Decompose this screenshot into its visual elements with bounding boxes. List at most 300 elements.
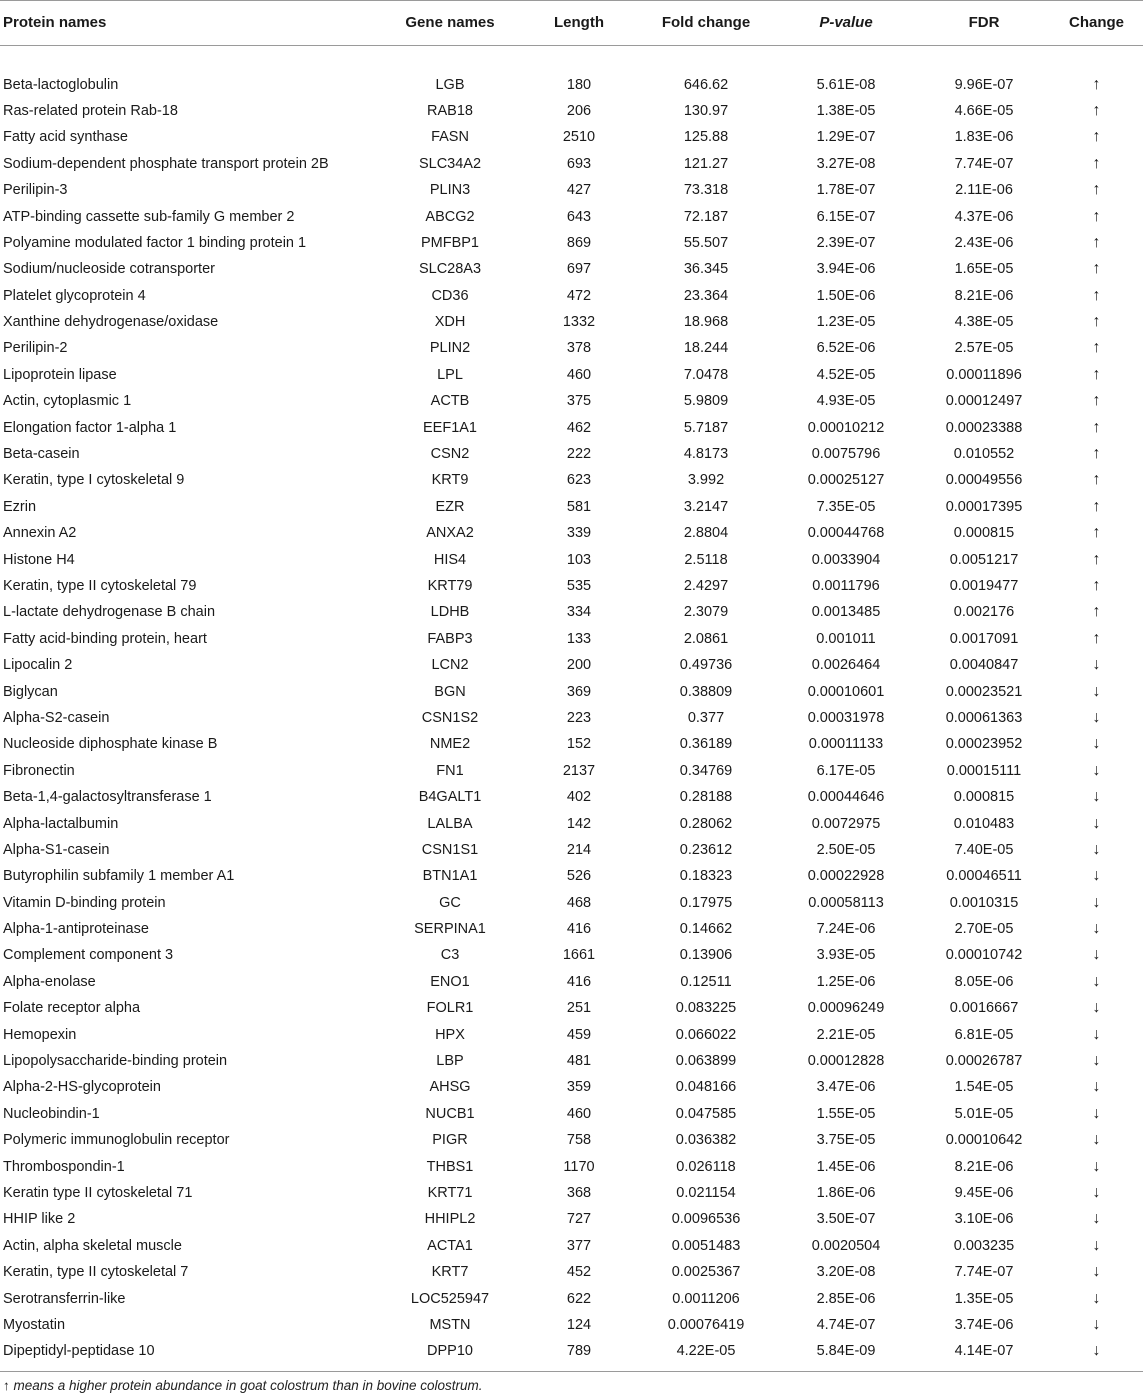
table-row (0, 890, 1143, 916)
cell-p-value: 0.00031978 (807, 709, 885, 726)
cell-protein-name: Lipocalin 2 (3, 657, 73, 674)
table-row (0, 414, 1143, 440)
cell-protein-name: L-lactate dehydrogenase B chain (3, 604, 216, 621)
table-bottom-rule (0, 1371, 1143, 1372)
cell-change-arrow: ↓ (1092, 999, 1101, 1017)
table-row (0, 1259, 1143, 1285)
cell-length: 460 (566, 366, 592, 383)
cell-protein-name: Keratin, type I cytoskeletal 9 (3, 472, 185, 489)
cell-gene-name: B4GALT1 (418, 789, 482, 806)
table-row (0, 71, 1143, 97)
cell-length: 2137 (562, 762, 596, 779)
cell-change-arrow: ↑ (1092, 260, 1101, 278)
cell-protein-name: ATP-binding cassette sub-family G member 2 (3, 208, 295, 225)
cell-protein-name: Beta-lactoglobulin (3, 76, 119, 93)
cell-protein-name: Fatty acid synthase (3, 129, 128, 146)
cell-gene-name: AHSG (429, 1079, 471, 1096)
cell-p-value: 0.00012828 (807, 1053, 885, 1070)
cell-protein-name: Elongation factor 1-alpha 1 (3, 419, 177, 436)
cell-gene-name: PMFBP1 (420, 234, 479, 251)
table-row (0, 1233, 1143, 1259)
cell-p-value: 1.25E-06 (816, 973, 876, 990)
table-row (0, 784, 1143, 810)
cell-protein-name: Lipopolysaccharide-binding protein (3, 1053, 228, 1070)
cell-protein-name: Histone H4 (3, 551, 75, 568)
cell-change-arrow: ↓ (1092, 946, 1101, 964)
cell-change-arrow: ↑ (1092, 233, 1101, 251)
cell-fold-change: 73.318 (683, 182, 729, 199)
cell-length: 378 (566, 340, 592, 357)
cell-change-arrow: ↓ (1092, 867, 1101, 885)
cell-gene-name: RAB18 (427, 102, 473, 119)
cell-fold-change: 0.026118 (676, 1158, 736, 1175)
cell-change-arrow: ↓ (1092, 1104, 1101, 1122)
cell-gene-name: C3 (440, 947, 460, 964)
cell-protein-name: Polymeric immunoglobulin receptor (3, 1132, 230, 1149)
cell-fdr: 0.00061363 (945, 709, 1023, 726)
cell-gene-name: ANXA2 (426, 525, 474, 542)
cell-p-value: 0.00058113 (808, 894, 884, 911)
cell-length: 103 (566, 551, 592, 568)
cell-length: 368 (566, 1184, 592, 1201)
cell-length: 375 (566, 393, 592, 410)
cell-fdr: 0.002176 (953, 604, 1015, 621)
cell-protein-name: Platelet glycoprotein 4 (3, 287, 146, 304)
cell-fold-change: 0.00076419 (667, 1316, 745, 1333)
cell-p-value: 3.47E-06 (816, 1079, 876, 1096)
table-spacer-row (0, 45, 1143, 71)
cell-fdr: 0.00046511 (946, 868, 1022, 885)
cell-fdr: 6.81E-05 (954, 1026, 1014, 1043)
cell-fold-change: 0.49736 (679, 657, 733, 674)
cell-fold-change: 2.8804 (683, 525, 729, 542)
cell-p-value: 1.29E-07 (816, 129, 876, 146)
cell-length: 758 (566, 1132, 592, 1149)
cell-length: 2510 (562, 129, 596, 146)
cell-p-value: 0.001011 (816, 630, 876, 647)
cell-fdr: 0.00010742 (945, 947, 1023, 964)
cell-change-arrow: ↑ (1092, 603, 1101, 621)
cell-p-value: 1.50E-06 (816, 287, 876, 304)
cell-fdr: 0.010483 (953, 815, 1015, 832)
cell-p-value: 0.0072975 (811, 815, 881, 832)
cell-fdr: 8.21E-06 (954, 287, 1014, 304)
cell-protein-name: Actin, cytoplasmic 1 (3, 393, 132, 410)
header-p-value (774, 1, 918, 45)
cell-fold-change: 0.28188 (679, 789, 733, 806)
cell-change-arrow: ↑ (1092, 286, 1101, 304)
cell-fdr: 1.54E-05 (954, 1079, 1014, 1096)
table-row (0, 1048, 1143, 1074)
table-row (0, 1021, 1143, 1047)
cell-fdr: 2.57E-05 (954, 340, 1014, 357)
cell-length: 402 (566, 789, 592, 806)
cell-fold-change: 2.5118 (684, 551, 728, 568)
cell-length: 133 (566, 630, 592, 647)
cell-fold-change: 0.066022 (675, 1026, 737, 1043)
cell-gene-name: SLC34A2 (418, 155, 482, 172)
cell-length: 869 (566, 234, 592, 251)
cell-fdr: 5.01E-05 (954, 1105, 1014, 1122)
cell-gene-name: LPL (437, 366, 463, 383)
cell-protein-name: Folate receptor alpha (3, 1000, 141, 1017)
cell-p-value: 2.50E-05 (816, 841, 876, 858)
cell-protein-name: Beta-casein (3, 446, 80, 463)
cell-change-arrow: ↑ (1092, 365, 1101, 383)
table-body (0, 45, 1143, 1365)
cell-p-value: 0.00010601 (807, 683, 885, 700)
cell-change-arrow: ↑ (1092, 577, 1101, 594)
cell-gene-name: BGN (434, 683, 466, 700)
table-row (0, 1127, 1143, 1153)
cell-gene-name: EEF1A1 (423, 419, 477, 436)
cell-change-arrow: ↓ (1092, 1157, 1101, 1175)
cell-gene-name: CD36 (431, 287, 469, 304)
cell-p-value: 3.94E-06 (816, 261, 876, 278)
cell-p-value: 2.21E-05 (816, 1026, 876, 1043)
cell-protein-name: Alpha-enolase (3, 973, 96, 990)
cell-protein-name: Perilipin-2 (3, 340, 68, 357)
cell-p-value: 0.00010212 (807, 419, 885, 436)
cell-fold-change: 130.97 (683, 102, 729, 119)
cell-protein-name: Thrombospondin-1 (3, 1158, 125, 1175)
table-row (0, 1180, 1143, 1206)
table-row (0, 494, 1143, 520)
header-length: Length (520, 1, 638, 45)
cell-fold-change: 36.345 (683, 261, 729, 278)
table-row (0, 1338, 1143, 1364)
cell-protein-name: Actin, alpha skeletal muscle (3, 1237, 182, 1254)
cell-fdr: 7.74E-07 (954, 155, 1014, 172)
cell-fdr: 0.0040847 (949, 657, 1019, 674)
cell-protein-name: Complement component 3 (3, 947, 174, 964)
cell-fdr: 0.010552 (953, 446, 1015, 463)
cell-length: 462 (566, 419, 592, 436)
table-row (0, 98, 1143, 124)
cell-gene-name: DPP10 (427, 1343, 473, 1360)
cell-change-arrow: ↓ (1092, 1131, 1101, 1149)
table-row (0, 705, 1143, 731)
cell-length: 727 (566, 1211, 592, 1228)
cell-p-value: 4.93E-05 (816, 393, 876, 410)
cell-length: 251 (566, 1000, 592, 1017)
cell-length: 200 (566, 657, 592, 674)
cell-protein-name: Nucleobindin-1 (3, 1105, 100, 1122)
cell-p-value: 0.0011796 (812, 578, 880, 594)
cell-gene-name: CSN2 (430, 446, 470, 463)
cell-p-value: 1.55E-05 (816, 1105, 876, 1122)
cell-p-value: 6.15E-07 (816, 208, 876, 225)
table-header-row (0, 1, 1143, 45)
cell-gene-name: ENO1 (430, 973, 470, 990)
cell-fold-change: 0.063899 (675, 1053, 737, 1070)
cell-gene-name: THBS1 (426, 1158, 474, 1175)
table-row (0, 916, 1143, 942)
cell-change-arrow: ↓ (1092, 1289, 1101, 1307)
cell-fold-change: 0.036382 (675, 1132, 737, 1149)
cell-change-arrow: ↓ (1092, 1078, 1101, 1096)
cell-p-value: 0.00044768 (807, 525, 885, 542)
header-change: Change (1050, 1, 1143, 45)
cell-fold-change: 4.22E-05 (676, 1343, 736, 1360)
cell-gene-name: CSN1S1 (421, 841, 479, 858)
table-row (0, 837, 1143, 863)
cell-length: 339 (566, 525, 592, 542)
cell-gene-name: SERPINA1 (414, 921, 486, 938)
cell-change-arrow: ↓ (1092, 1210, 1101, 1228)
cell-p-value: 1.23E-05 (816, 314, 876, 331)
table-row (0, 309, 1143, 335)
cell-change-arrow: ↓ (1092, 840, 1101, 858)
cell-length: 697 (566, 261, 592, 278)
cell-length: 481 (566, 1053, 592, 1070)
table-row (0, 177, 1143, 203)
cell-change-arrow: ↓ (1092, 656, 1101, 674)
protein-table (0, 1, 1143, 1365)
table-row (0, 467, 1143, 493)
cell-fdr: 0.00010642 (945, 1132, 1023, 1149)
cell-p-value: 2.39E-07 (816, 234, 876, 251)
cell-protein-name: Beta-1,4-galactosyltransferase 1 (3, 789, 212, 806)
cell-gene-name: ACTB (430, 393, 470, 410)
cell-change-arrow: ↓ (1092, 788, 1101, 806)
cell-p-value: 3.20E-08 (816, 1264, 876, 1281)
cell-fdr: 2.70E-05 (954, 921, 1014, 938)
cell-fold-change: 23.364 (683, 287, 729, 304)
cell-p-value: 0.0020504 (811, 1237, 881, 1254)
cell-gene-name: LCN2 (431, 657, 469, 674)
cell-p-value: 4.74E-07 (816, 1316, 876, 1333)
cell-fold-change: 0.23612 (679, 841, 733, 858)
cell-fold-change: 0.377 (687, 709, 725, 726)
cell-gene-name: NUCB1 (425, 1105, 475, 1122)
cell-length: 214 (566, 841, 592, 858)
cell-change-arrow: ↓ (1092, 682, 1101, 700)
cell-fold-change: 55.507 (683, 234, 729, 251)
cell-fold-change: 2.0861 (683, 630, 729, 647)
cell-p-value: 3.50E-07 (816, 1211, 876, 1228)
cell-fold-change: 5.7187 (683, 419, 729, 436)
cell-protein-name: HHIP like 2 (3, 1211, 76, 1228)
cell-length: 334 (566, 604, 592, 621)
cell-gene-name: NME2 (429, 736, 471, 753)
cell-fdr: 8.05E-06 (954, 973, 1014, 990)
cell-fdr: 0.000815 (953, 525, 1015, 542)
cell-fdr: 0.0051217 (949, 551, 1019, 568)
cell-change-arrow: ↑ (1092, 550, 1101, 568)
cell-p-value: 7.24E-06 (816, 921, 876, 938)
cell-fold-change: 0.0011206 (672, 1290, 740, 1307)
cell-length: 459 (566, 1026, 592, 1043)
cell-p-value: 0.00011133 (808, 736, 884, 753)
header-fdr: FDR (918, 1, 1050, 45)
cell-p-value: 1.45E-06 (816, 1158, 876, 1175)
cell-change-arrow: ↓ (1092, 735, 1101, 753)
cell-protein-name: Dipeptidyl-peptidase 10 (3, 1343, 155, 1360)
table-row (0, 1285, 1143, 1311)
cell-fold-change: 0.34769 (679, 762, 733, 779)
cell-length: 206 (566, 102, 592, 119)
cell-fold-change: 0.0051483 (671, 1237, 741, 1254)
cell-length: 472 (566, 287, 592, 304)
cell-length: 359 (566, 1079, 592, 1096)
cell-fold-change: 0.083225 (675, 1000, 737, 1017)
cell-length: 416 (566, 973, 592, 990)
cell-fdr: 3.74E-06 (954, 1316, 1014, 1333)
cell-p-value: 0.0033904 (811, 551, 881, 568)
cell-change-arrow: ↑ (1092, 524, 1101, 542)
cell-p-value: 0.00044646 (807, 789, 885, 806)
cell-fdr: 7.40E-05 (954, 841, 1014, 858)
cell-change-arrow: ↓ (1092, 1263, 1101, 1281)
cell-protein-name: Serotransferrin-like (3, 1290, 126, 1307)
cell-length: 452 (566, 1264, 592, 1281)
cell-gene-name: KRT7 (431, 1264, 469, 1281)
cell-fdr: 0.00012497 (945, 393, 1023, 410)
table-row (0, 441, 1143, 467)
cell-change-arrow: ↓ (1092, 1025, 1101, 1043)
cell-fdr: 9.45E-06 (954, 1184, 1014, 1201)
cell-p-value: 3.93E-05 (816, 947, 876, 964)
cell-length: 1661 (562, 947, 596, 964)
cell-length: 152 (566, 736, 592, 753)
table-row (0, 362, 1143, 388)
cell-gene-name: LOC525947 (410, 1290, 490, 1307)
cell-gene-name: PIGR (432, 1132, 468, 1149)
cell-fdr: 0.00011896 (946, 366, 1022, 383)
cell-fold-change: 4.8173 (683, 446, 729, 463)
cell-fold-change: 72.187 (683, 208, 729, 225)
cell-protein-name: Alpha-S2-casein (3, 709, 110, 726)
cell-fold-change: 0.28062 (679, 815, 733, 832)
cell-p-value: 0.0013485 (811, 604, 881, 621)
cell-protein-name: Ras-related protein Rab-18 (3, 102, 178, 119)
cell-fold-change: 2.3079 (683, 604, 729, 621)
cell-gene-name: MSTN (429, 1316, 471, 1333)
cell-fdr: 8.21E-06 (954, 1158, 1014, 1175)
cell-length: 369 (566, 683, 592, 700)
cell-protein-name: Keratin type II cytoskeletal 71 (3, 1184, 193, 1201)
table-row (0, 335, 1143, 361)
cell-protein-name: Nucleoside diphosphate kinase B (3, 736, 218, 753)
table-row (0, 1312, 1143, 1338)
cell-fold-change: 3.2147 (683, 498, 729, 515)
cell-length: 535 (566, 578, 592, 594)
cell-p-value: 2.85E-06 (816, 1290, 876, 1307)
cell-length: 581 (566, 498, 592, 515)
cell-gene-name: LBP (436, 1053, 464, 1070)
cell-change-arrow: ↑ (1092, 207, 1101, 225)
cell-fdr: 0.000815 (953, 789, 1015, 806)
cell-length: 416 (566, 921, 592, 938)
cell-length: 622 (566, 1290, 592, 1307)
cell-protein-name: Lipoprotein lipase (3, 366, 117, 383)
cell-protein-name: Keratin, type II cytoskeletal 79 (3, 578, 197, 594)
table-row (0, 520, 1143, 546)
cell-change-arrow: ↓ (1092, 708, 1101, 726)
cell-gene-name: PLIN2 (429, 340, 471, 357)
cell-protein-name: Butyrophilin subfamily 1 member A1 (3, 868, 235, 885)
cell-gene-name: CSN1S2 (421, 709, 479, 726)
cell-gene-name: EZR (435, 498, 465, 515)
cell-protein-name: Alpha-S1-casein (3, 841, 110, 858)
cell-fold-change: 18.244 (683, 340, 729, 357)
cell-change-arrow: ↓ (1092, 972, 1101, 990)
cell-fdr: 0.00023521 (945, 683, 1023, 700)
table-row (0, 1101, 1143, 1127)
cell-change-arrow: ↓ (1092, 1183, 1101, 1201)
cell-protein-name: Polyamine modulated factor 1 binding protein 1 (3, 234, 307, 251)
cell-fold-change: 0.0025367 (671, 1264, 741, 1281)
cell-p-value: 3.27E-08 (816, 155, 876, 172)
cell-protein-name: Hemopexin (3, 1026, 77, 1043)
cell-length: 1170 (563, 1158, 595, 1175)
cell-change-arrow: ↓ (1092, 814, 1101, 832)
table-row (0, 283, 1143, 309)
cell-fdr: 0.00015111 (946, 762, 1022, 779)
cell-protein-name: Annexin A2 (3, 525, 77, 542)
cell-p-value: 0.0075796 (811, 446, 881, 463)
cell-fdr: 2.11E-06 (955, 182, 1013, 199)
table-row (0, 731, 1143, 757)
cell-change-arrow: ↑ (1092, 497, 1101, 515)
cell-protein-name: Alpha-1-antiproteinase (3, 921, 149, 938)
cell-fold-change: 646.62 (683, 76, 729, 93)
cell-fdr: 0.0017091 (949, 630, 1019, 647)
cell-fold-change: 0.18323 (679, 868, 733, 885)
cell-fold-change: 5.9809 (683, 393, 729, 410)
table-footnote: ↑ means a higher protein abundance in goat colostrum than in bovine colostrum. (3, 1377, 483, 1393)
cell-change-arrow: ↑ (1092, 154, 1101, 172)
table-row (0, 969, 1143, 995)
table-row (0, 546, 1143, 572)
cell-p-value: 6.52E-06 (816, 340, 876, 357)
cell-change-arrow: ↑ (1092, 313, 1101, 331)
cell-fold-change: 7.0478 (683, 366, 729, 383)
table-row (0, 124, 1143, 150)
cell-change-arrow: ↓ (1092, 920, 1101, 938)
cell-protein-name: Sodium-dependent phosphate transport protein 2B (3, 155, 329, 172)
cell-gene-name: FOLR1 (426, 1000, 474, 1017)
cell-gene-name: KRT79 (427, 578, 473, 594)
cell-fold-change: 2.4297 (683, 578, 729, 594)
table-row (0, 863, 1143, 889)
cell-change-arrow: ↑ (1092, 392, 1101, 410)
cell-protein-name: Ezrin (3, 498, 37, 515)
cell-fold-change: 0.14662 (679, 921, 733, 938)
table-row (0, 203, 1143, 229)
cell-length: 180 (566, 76, 592, 93)
cell-protein-name: Myostatin (3, 1316, 66, 1333)
cell-length: 693 (566, 155, 592, 172)
cell-change-arrow: ↑ (1092, 101, 1101, 119)
header-fold-change: Fold change (638, 1, 774, 45)
cell-change-arrow: ↑ (1092, 471, 1101, 489)
cell-change-arrow: ↑ (1092, 418, 1101, 436)
cell-gene-name: KRT71 (427, 1184, 473, 1201)
cell-fdr: 4.14E-07 (954, 1343, 1014, 1360)
cell-length: 377 (566, 1237, 592, 1254)
cell-length: 124 (566, 1316, 592, 1333)
cell-p-value: 1.78E-07 (816, 182, 876, 199)
cell-fold-change: 125.88 (683, 129, 729, 146)
cell-protein-name: Fatty acid-binding protein, heart (3, 630, 207, 647)
table-row (0, 995, 1143, 1021)
cell-gene-name: ABCG2 (425, 208, 475, 225)
cell-change-arrow: ↓ (1092, 893, 1101, 911)
cell-gene-name: LGB (435, 76, 465, 93)
cell-gene-name: LDHB (430, 604, 470, 621)
